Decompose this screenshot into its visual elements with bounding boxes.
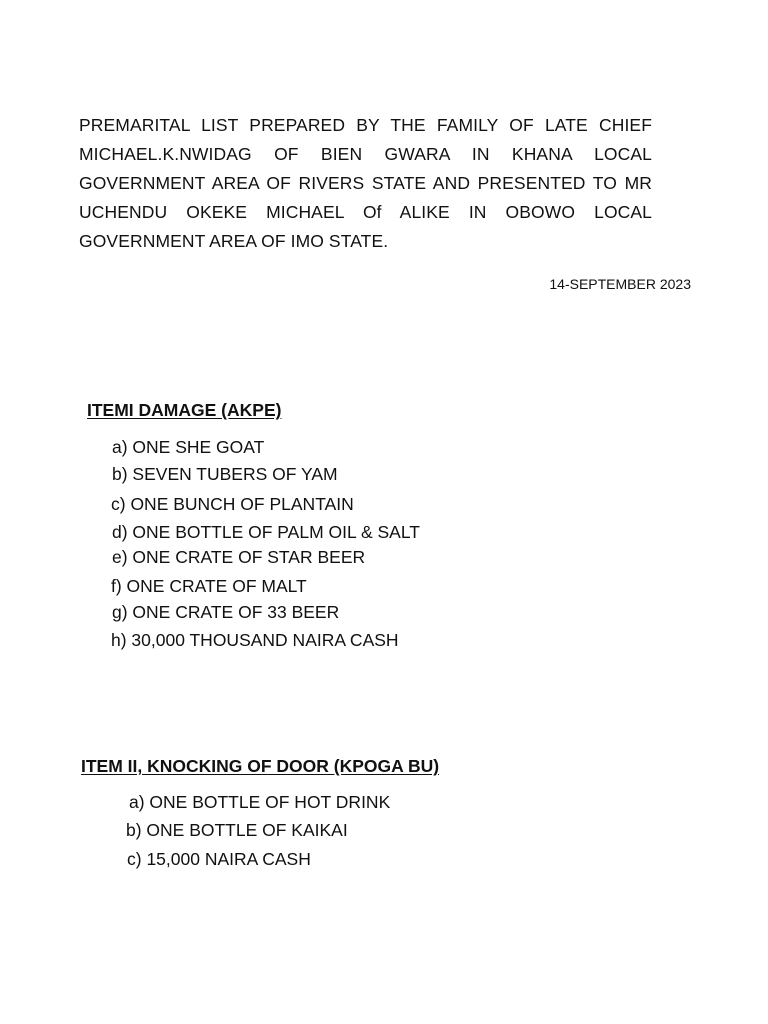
list-item: a) ONE SHE GOAT [112,437,265,457]
list-item: b) ONE BOTTLE OF KAIKAI [126,820,348,840]
list-item: c) ONE BUNCH OF PLANTAIN [111,494,354,514]
document-date: 14-SEPTEMBER 2023 [549,276,691,292]
intro-paragraph: PREMARITAL LIST PREPARED BY THE FAMILY OF LATE CHIEF MICHAEL.K.NWIDAG OF BIEN GWARA IN KHANA LOCAL GOVERNMENT AREA OF RIVERS STATE AND PRESENTED TO MR UCHENDU OKEKE MICHAEL Of ALIKE IN OBOWO LOCAL GOVERNMENT AREA OF IMO STATE. [79,115,652,251]
list-item: e) ONE CRATE OF STAR BEER [112,547,366,567]
section-heading-item-1: ITEMI DAMAGE (AKPE) [87,400,282,420]
section-heading-item-2: ITEM II, KNOCKING OF DOOR (KPOGA BU) [81,756,440,776]
list-item: d) ONE BOTTLE OF PALM OIL & SALT [112,522,420,542]
list-item: a) ONE BOTTLE OF HOT DRINK [129,792,391,812]
list-item: f) ONE CRATE OF MALT [111,576,307,596]
list-item: g) ONE CRATE OF 33 BEER [112,602,340,622]
list-item: h) 30,000 THOUSAND NAIRA CASH [111,630,399,650]
list-item: b) SEVEN TUBERS OF YAM [112,464,338,484]
list-item: c) 15,000 NAIRA CASH [127,849,311,869]
